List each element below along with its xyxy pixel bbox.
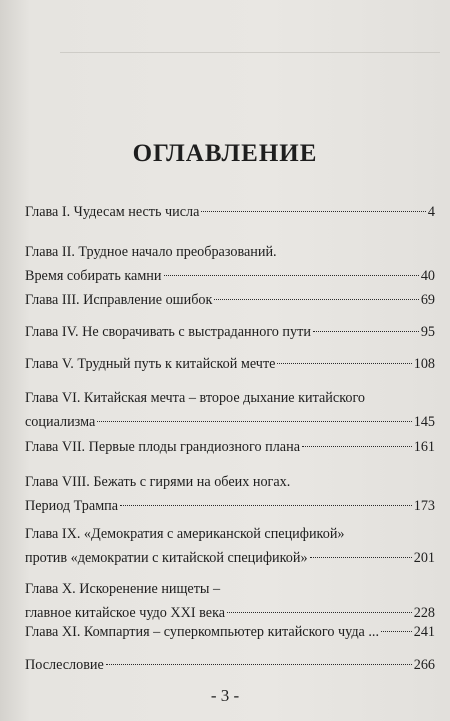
toc-entry-title: Период Трампа [25,498,119,514]
toc-entry [25,240,435,288]
toc-page-number: 228 [413,605,435,621]
toc-entry-title: главное китайское чудо XXI века [25,605,226,621]
toc-entry [25,288,435,312]
toc-entry [25,386,435,434]
toc-entry-last-line [25,352,435,376]
toc-entry-title: Глава I. Чудесам несть числа [25,204,200,220]
toc-entry-title: Глава II. Трудное начало преобразований. [25,244,277,260]
toc-entry-last-line [25,435,435,459]
toc-entry [25,435,435,459]
toc-page-number: 69 [420,292,435,308]
toc-entry-last-line [25,200,435,224]
toc-entry [25,522,435,570]
toc-entry-title: Время собирать камни [25,268,162,284]
toc-leader-dots [106,663,412,665]
toc-leader-dots [381,630,412,632]
toc-entry [25,653,435,677]
toc-entry-title: социализма [25,414,96,430]
toc-entry-title: Глава IV. Не сворачивать с выстраданного пути [25,324,311,340]
toc-entry-line [25,522,435,546]
toc-leader-dots [310,556,412,558]
toc-page-number: 145 [413,414,435,430]
toc-entry-line [25,240,435,264]
toc-leader-dots [227,611,412,613]
toc-entry [25,470,435,518]
toc-leader-dots [201,210,425,212]
toc-entry-title: Глава VII. Первые плоды грандиозного плана [25,439,300,455]
toc-leader-dots [120,504,412,506]
toc-entry-title: Глава IX. «Демократия с американской спецификой» [25,526,345,542]
toc-page-number: 95 [420,324,435,340]
toc-entry-title: Глава X. Искоренение нищеты – [25,581,221,597]
toc-entry-title: против «демократии с китайской спецификой» [25,550,308,566]
toc-page-number: 4 [427,204,435,220]
toc-page-number: 40 [420,268,435,284]
toc-entry-line [25,386,435,410]
toc-entry-last-line [25,546,435,570]
toc-page-number: 173 [413,498,435,514]
toc-entry-last-line [25,653,435,677]
bleed-through-running-head [150,38,350,48]
toc-entry-title: Глава XI. Компартия – суперкомпьютер китайского чуда ... [25,624,380,640]
bleed-through-rule [60,52,440,53]
toc-entry-title: Глава V. Трудный путь к китайской мечте [25,356,276,372]
toc-entry-line [25,470,435,494]
toc-page-number: 108 [413,356,435,372]
page-number: - 3 - [210,686,240,705]
toc-entry [25,200,435,224]
toc-entry-last-line [25,264,435,288]
toc-entry-title: Глава VIII. Бежать с гирями на обеих ногах. [25,474,291,490]
toc-entry-last-line [25,494,435,518]
toc-leader-dots [214,298,418,300]
toc-entry-title: Глава VI. Китайская мечта – второе дыхание китайского [25,390,366,406]
toc-leader-dots [302,445,412,447]
toc-entry-title: Послесловие [25,657,104,673]
page-title: ОГЛАВЛЕНИЕ [132,140,318,167]
toc-entry [25,620,435,644]
toc-page-number: 161 [413,439,435,455]
toc-entry-last-line [25,410,435,434]
toc-entry [25,352,435,376]
toc-entry-last-line [25,288,435,312]
toc-leader-dots [97,420,411,422]
toc-entry-last-line [25,620,435,644]
toc-leader-dots [313,330,419,332]
toc-page-number: 266 [413,657,435,673]
toc-entry-line [25,577,435,601]
toc-entry-last-line [25,320,435,344]
toc-page-number: 241 [413,624,435,640]
toc-entry [25,577,435,625]
toc-entry-title: Глава III. Исправление ошибок [25,292,213,308]
toc-leader-dots [164,274,419,276]
toc-page-number: 201 [413,550,435,566]
toc-leader-dots [277,362,411,364]
toc-entry [25,320,435,344]
